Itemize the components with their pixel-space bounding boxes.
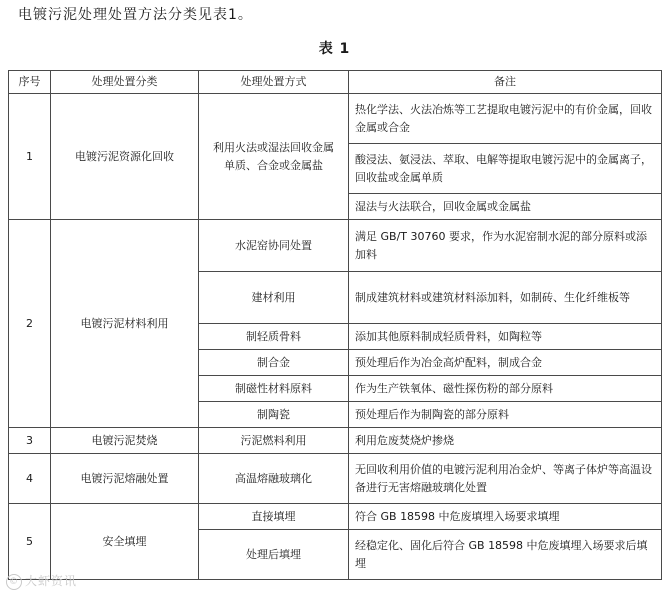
row-note: 预处理后作为制陶瓷的部分原料 bbox=[349, 402, 662, 428]
classification-table bbox=[8, 70, 662, 580]
row-note: 制成建筑材料或建筑材料添加料，如制砖、生化纤维板等 bbox=[349, 272, 662, 324]
table-row bbox=[9, 454, 662, 504]
table-row bbox=[9, 504, 662, 530]
row-note: 酸浸法、氨浸法、萃取、电解等提取电镀污泥中的金属离子，回收盐或金属单质 bbox=[349, 144, 662, 194]
row-category: 电镀污泥资源化回收 bbox=[51, 94, 199, 220]
row-note: 热化学法、火法冶炼等工艺提取电镀污泥中的有价金属，回收金属或合金 bbox=[349, 94, 662, 144]
row-note: 无回收利用价值的电镀污泥利用冶金炉、等离子体炉等高温设备进行无害熔融玻璃化处置 bbox=[349, 454, 662, 504]
row-note: 预处理后作为冶金高炉配料，制成合金 bbox=[349, 350, 662, 376]
row-category: 电镀污泥焚烧 bbox=[51, 428, 199, 454]
row-method: 建材利用 bbox=[199, 272, 349, 324]
watermark-text: 大虾资讯 bbox=[25, 574, 78, 588]
row-method: 制陶瓷 bbox=[199, 402, 349, 428]
row-number: 5 bbox=[9, 504, 51, 580]
row-note: 满足 GB/T 30760 要求，作为水泥窑制水泥的部分原料或添加料 bbox=[349, 220, 662, 272]
row-method: 高温熔融玻璃化 bbox=[199, 454, 349, 504]
row-method: 污泥燃料利用 bbox=[199, 428, 349, 454]
row-number: 1 bbox=[9, 94, 51, 220]
table-header-row bbox=[9, 71, 662, 94]
table-row bbox=[9, 428, 662, 454]
row-method: 利用火法或湿法回收金属单质、合金或金属盐 bbox=[199, 94, 349, 220]
row-number: 3 bbox=[9, 428, 51, 454]
row-method: 直接填埋 bbox=[199, 504, 349, 530]
table-row bbox=[9, 220, 662, 272]
row-note: 作为生产铁氧体、磁性探伤粉的部分原料 bbox=[349, 376, 662, 402]
row-note: 利用危废焚烧炉掺烧 bbox=[349, 428, 662, 454]
row-method: 处理后填埋 bbox=[199, 530, 349, 580]
copyright-icon: © bbox=[6, 574, 22, 590]
header-method: 处理处置方式 bbox=[199, 71, 349, 94]
row-category: 电镀污泥材料利用 bbox=[51, 220, 199, 428]
row-category: 电镀污泥熔融处置 bbox=[51, 454, 199, 504]
row-note: 湿法与火法联合，回收金属或金属盐 bbox=[349, 194, 662, 220]
row-method: 制合金 bbox=[199, 350, 349, 376]
watermark bbox=[6, 572, 77, 590]
row-method: 制磁性材料原料 bbox=[199, 376, 349, 402]
table-caption: 表 1 bbox=[318, 41, 351, 57]
table-row bbox=[9, 94, 662, 144]
header-no: 序号 bbox=[9, 71, 51, 94]
row-note: 添加其他原料制成轻质骨料，如陶粒等 bbox=[349, 324, 662, 350]
row-method: 制轻质骨料 bbox=[199, 324, 349, 350]
row-note: 经稳定化、固化后符合 GB 18598 中危废填埋入场要求后填埋 bbox=[349, 530, 662, 580]
header-category: 处理处置分类 bbox=[51, 71, 199, 94]
row-number: 2 bbox=[9, 220, 51, 428]
row-number: 4 bbox=[9, 454, 51, 504]
row-method: 水泥窑协同处置 bbox=[199, 220, 349, 272]
intro-text: 电镀污泥处理处置方法分类见表1。 bbox=[18, 7, 253, 23]
row-category: 安全填埋 bbox=[51, 504, 199, 580]
header-note: 备注 bbox=[349, 71, 662, 94]
row-note: 符合 GB 18598 中危废填埋入场要求填埋 bbox=[349, 504, 662, 530]
